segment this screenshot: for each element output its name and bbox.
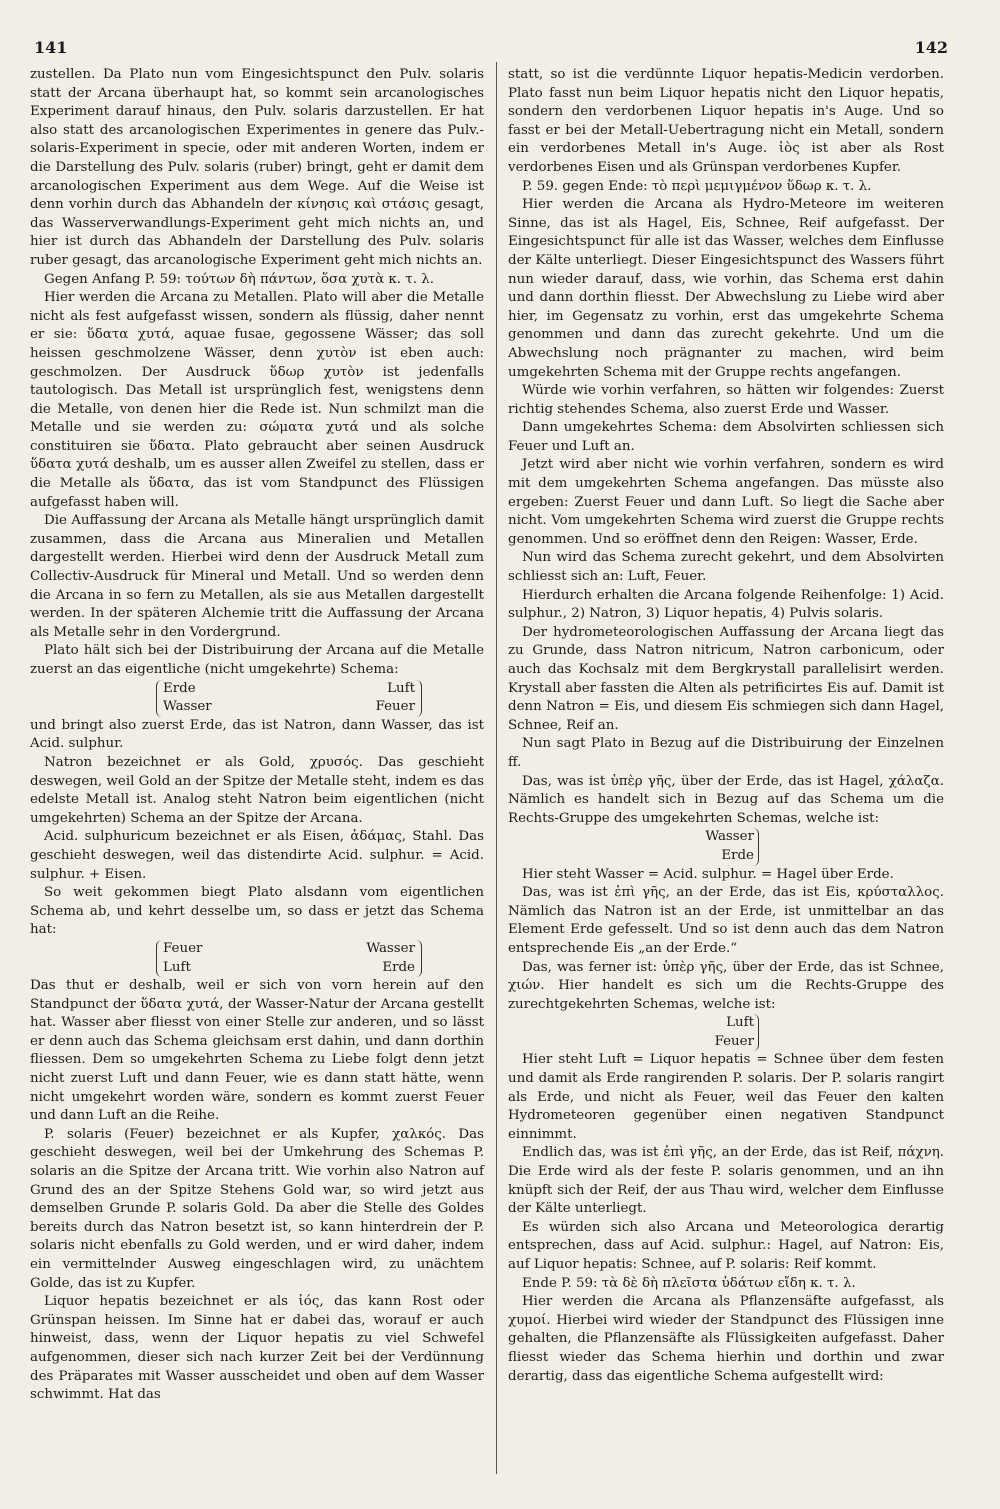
paragraph: Hier werden die Arcana als Pflanzensäfte aufgefasst, als χυμοί. Hierbei wird wieder der Standpunct des Flüssigen inne gehalten, die Pflanzensäfte als Flüssigkeiten aufgefasst. Daher fliesst wieder das Schema hierhin und dorthin und zwar derartig, dass das eigentliche Schema aufgestellt wird: bbox=[508, 1294, 944, 1384]
element-schema bbox=[156, 940, 422, 977]
paragraph: Das, was ist ὑπὲρ γῆς, über der Erde, das ist Hagel, χάλαζα. Nämlich es handelt sich in Bezug auf das Schema um die Rechts-Gruppe des umgekehrten Schemas, welche ist: bbox=[508, 773, 944, 826]
schema-cell: Luft bbox=[387, 680, 415, 696]
schema-cell: Wasser bbox=[163, 699, 212, 715]
right-column bbox=[508, 66, 944, 1386]
paragraph: Das, was ferner ist: ὑπὲρ γῆς, über der Erde, das ist Schnee, χιών. Hier handelt es sich um die Rechts-Gruppe des zurechtgekehrten Schemas, welche ist: bbox=[508, 959, 944, 1012]
paragraph: Acid. sulphuricum bezeichnet er als Eisen, ἀδάμας, Stahl. Das geschieht deswegen, weil das distendirte Acid. sulphur. = Acid. sulphur. + Eisen. bbox=[30, 829, 484, 882]
schema-cell: Feuer bbox=[375, 699, 415, 715]
schema-cell: Feuer bbox=[714, 1033, 754, 1049]
paragraph: Der hydrometeorologischen Auffassung der Arcana liegt das zu Grunde, dass Natron nitricum, Natron carbonicum, oder auch das Kochsalz mit dem Bergkrystall parallelisirt werden. Krystall aber fassten die Alten als petrificirtes Eis auf. Damit ist denn Natron = Eis, und diesem Eis schmiegen sich dann Hagel, Schnee, Reif an. bbox=[508, 624, 944, 733]
paragraph: Hier steht Wasser = Acid. sulphur. = Hagel über Erde. bbox=[522, 866, 894, 882]
paragraph: Dann umgekehrtes Schema: dem Absolvirten schliessen sich Feuer und Luft an. bbox=[508, 420, 944, 454]
left-column bbox=[30, 66, 484, 1405]
paragraph: Hier werden die Arcana zu Metallen. Plato will aber die Metalle nicht als fest aufgefasst wissen, sondern als flüssig, daher nennt er sie: ὕδατα χυτά, aquae fusae, gegossene Wässer; das soll heissen geschmolzene Wässer, denn χυτὸν ist eben auch: geschmolzen. Der Ausdruck ὕδωρ χυτὸν ist jedenfalls tautologisch. Das Metall ist ursprünglich fest, wenigstens denn die Metalle, von denen hier die Rede ist. Nun schmilzt man die Metalle und sie werden zu: σώματα χυτά und als solche constituiren sie ὕδατα. Plato gebraucht aber seinen Ausdruck ὕδατα χυτά deshalb, um es ausser allen Zweifel zu stellen, dass er die Metalle als ὕδατα, das ist vom Standpunct des Flüssigen aufgefasst haben will. bbox=[30, 290, 484, 510]
paragraph: Hier steht Luft = Liquor hepatis = Schnee über dem festen und damit als Erde rangirenden P. solaris. Der P. solaris rangirt als Erde, und nicht als Feuer, weil das Feuer den kalten Hydrometeoren gegenüber einen negativen Standpunct einnimmt. bbox=[508, 1052, 944, 1142]
paragraph: Endlich das, was ist ἐπὶ γῆς, an der Erde, das ist Reif, πάχνη. Die Erde wird als der feste P. solaris genommen, und an ihn knüpft sich der Reif, der aus Thau wird, welcher dem Einflusse der Kälte unterliegt. bbox=[508, 1145, 944, 1217]
paragraph: Würde wie vorhin verfahren, so hätten wir folgendes: Zuerst richtig stehendes Schema, also zuerst Erde und Wasser. bbox=[508, 383, 944, 417]
paragraph: Liquor hepatis bezeichnet er als ἰός, das kann Rost oder Grünspan heissen. Im Sinne hat er dabei das, worauf er auch hinweist, dass, wenn der Liquor hepatis zu viel Schwefel aufgenommen, dieser sich nach kurzer Zeit bei der Verdünnung des Präparates mit Wasser ausscheidet und oben auf dem Wasser schwimmt. Hat das bbox=[30, 1294, 484, 1403]
element-schema bbox=[694, 828, 759, 865]
element-schema bbox=[156, 680, 422, 717]
paragraph: statt, so ist die verdünnte Liquor hepatis-Medicin verdorben. Plato fasst nun beim Liquor hepatis nicht den Liquor hepatis, sondern den verdorbenen Liquor hepatis in's Auge. Und so fasst er bei der Metall-Uebertragung nicht ein Metall, sondern ein verdorbenes Metall in's Auge. ἰὸς ist aber als Rost verdorbenes Eisen und als Grünspan verdorbenes Kupfer. bbox=[508, 67, 944, 175]
paragraph: Die Auffassung der Arcana als Metalle hängt ursprünglich damit zusammen, dass die Arcana aus Mineralien und Metallen dargestellt werden. Hierbei wird denn der Ausdruck Metall zum Collectiv-Ausdruck für Mineral und Metall. Und so werden denn die Arcana in so fern zu Metallen, als sie aus Metallen dargestellt werden. In der späteren Alchemie tritt die Auffassung der Arcana als Metalle sehr in den Vordergrund. bbox=[30, 513, 484, 640]
page-number-right: 142 bbox=[914, 38, 948, 57]
paragraph: Hier werden die Arcana als Hydro-Meteore im weiteren Sinne, das ist als Hagel, Eis, Schnee, Reif aufgefasst. Der Eingesichtspunct für alle ist das Wasser, welches dem Einflusse der Kälte unterliegt. Dieser Eingesichtspunct des Wassers führt nun wieder darauf, dass, wie vorhin, das Schema erst dahin und dann dorthin fliesst. Der Abwechslung zu Liebe wird aber hier, im Gegensatz zu vorhin, erst das umgekehrte Schema genommen und dann das zurecht gekehrte. Und um die Abwechslung noch prägnanter zu machen, wird beim umgekehrten Schema mit der Gruppe rechts angefangen. bbox=[508, 197, 944, 380]
paragraph: Hierdurch erhalten die Arcana folgende Reihenfolge: 1) Acid. sulphur., 2) Natron, 3) Liquor hepatis, 4) Pulvis solaris. bbox=[508, 587, 944, 622]
paragraph: So weit gekommen biegt Plato alsdann vom eigentlichen Schema ab, und kehrt desselbe um, so dass er jetzt das Schema hat: bbox=[30, 885, 484, 938]
schema-cell: Luft bbox=[726, 1015, 754, 1031]
schema-cell: Erde bbox=[382, 959, 415, 975]
paragraph: Jetzt wird aber nicht wie vorhin verfahren, sondern es wird mit dem umgekehrten Schema angefangen. Das müsste also ergeben: Zuerst Feuer und dann Luft. So liegt die Sache aber nicht. Vom umgekehrten Schema wird zuerst die Gruppe rechts genommen. Und so eröffnet denn den Reigen: Wasser, Erde. bbox=[508, 457, 944, 547]
paragraph: Nun wird das Schema zurecht gekehrt, und dem Absolvirten schliesst sich an: Luft, Feuer. bbox=[508, 550, 944, 585]
paragraph: P. 59. gegen Ende: τὸ περὶ μεμιγμένον ὕδωρ κ. τ. λ. bbox=[522, 178, 872, 194]
paragraph: und bringt also zuerst Erde, das ist Natron, dann Wasser, das ist Acid. sulphur. bbox=[30, 717, 484, 752]
schema-cell: Erde bbox=[721, 847, 754, 863]
paragraph: P. solaris (Feuer) bezeichnet er als Kupfer, χαλκός. Das geschieht deswegen, weil bei der Umkehrung des Schemas P. solaris an die Spitze der Arcana tritt. Wie vorhin also Natron auf Grund des an der Spitze Stehens Gold war, so wird jetzt aus demselben Grunde P. solaris Gold. Da aber die Stelle des Goldes bereits durch das Natron besetzt ist, so kann hinterdrein der P. solaris nicht ebenfalls zu Gold werden, und er wird daher, indem ein vermittelnder Ausweg eingeschlagen wird, zu unächtem Golde, das ist zu Kupfer. bbox=[30, 1126, 484, 1291]
schema-cell: Feuer bbox=[163, 940, 203, 956]
paragraph: Gegen Anfang P. 59: τούτων δὴ πάντων, ὅσα χυτὰ κ. τ. λ. bbox=[44, 271, 434, 287]
paragraph: zustellen. Da Plato nun vom Eingesichtspunct den Pulv. solaris statt der Arcana überhaupt hat, so kommt sein arcanologisches Experiment darauf hinaus, den Pulv. solaris darzustellen. Er hat also statt des arcanologischen Experimentes in genere das Pulv.-solaris-Experiment in specie, oder mit anderen Worten, indem er die Darstellung des Pulv. solaris (ruber) bringt, geht er damit dem arcanologischen Experiment aus dem Wege. Auf die Weise ist denn vorhin durch das Abhandeln der κίνησις καὶ στάσις gesagt, das Wasserverwandlungs-Experiment geht mich nichts an, und hier ist durch das Abhandeln der Darstellung des Pulv. solaris ruber gesagt, das arcanologische Experiment geht mich nichts an. bbox=[30, 67, 484, 268]
schema-cell: Wasser bbox=[705, 829, 754, 845]
page-number-left: 141 bbox=[34, 38, 68, 57]
schema-cell: Luft bbox=[163, 959, 191, 975]
element-schema bbox=[694, 1014, 759, 1051]
paragraph: Das thut er deshalb, weil er sich von vorn herein auf den Standpunct der ὕδατα χυτά, der Wasser-Natur der Arcana gestellt hat. Wasser aber fliesst von einer Stelle zur anderen, und so lässt er denn auch das Schema gleichsam erst dahin, und dann dorthin fliessen. Dem so umgekehrten Schema zu Liebe folgt denn jetzt nicht zuerst Luft und dann Feuer, wie es dann statt hätte, wenn nicht umgekehrt worden wäre, sondern es kommt zuerst Feuer und dann Luft an die Reihe. bbox=[30, 978, 484, 1124]
paragraph: Natron bezeichnet er als Gold, χρυσός. Das geschieht deswegen, weil Gold an der Spitze der Metalle steht, indem es das edelste Metall ist. Analog steht Natron beim eigentlichen (nicht umgekehrten) Schema an der Spitze der Arcana. bbox=[30, 754, 484, 826]
paragraph: Das, was ist ἐπὶ γῆς, an der Erde, das ist Eis, κρύσταλλος. Nämlich das Natron ist an der Erde, ist unmittelbar an das Element Erde gefesselt. Und so ist denn auch das dem Natron entsprechende Eis „an der Erde.“ bbox=[508, 885, 944, 956]
schema-cell: Erde bbox=[163, 680, 196, 696]
paragraph: Plato hält sich bei der Distribuirung der Arcana auf die Metalle zuerst an das eigentliche (nicht umgekehrte) Schema: bbox=[30, 643, 484, 677]
paragraph: Ende P. 59: τὰ δὲ δὴ πλεῖστα ὑδάτων εἴδη κ. τ. λ. bbox=[522, 1275, 856, 1291]
column-divider bbox=[496, 62, 497, 1474]
schema-cell: Wasser bbox=[366, 940, 415, 956]
paragraph: Es würden sich also Arcana und Meteorologica derartig entsprechen, dass auf Acid. sulphur.: Hagel, auf Natron: Eis, auf Liquor hepatis: Schnee, auf P. solaris: Reif kommt. bbox=[508, 1219, 944, 1272]
paragraph: Nun sagt Plato in Bezug auf die Distribuirung der Einzelnen ff. bbox=[508, 736, 944, 770]
